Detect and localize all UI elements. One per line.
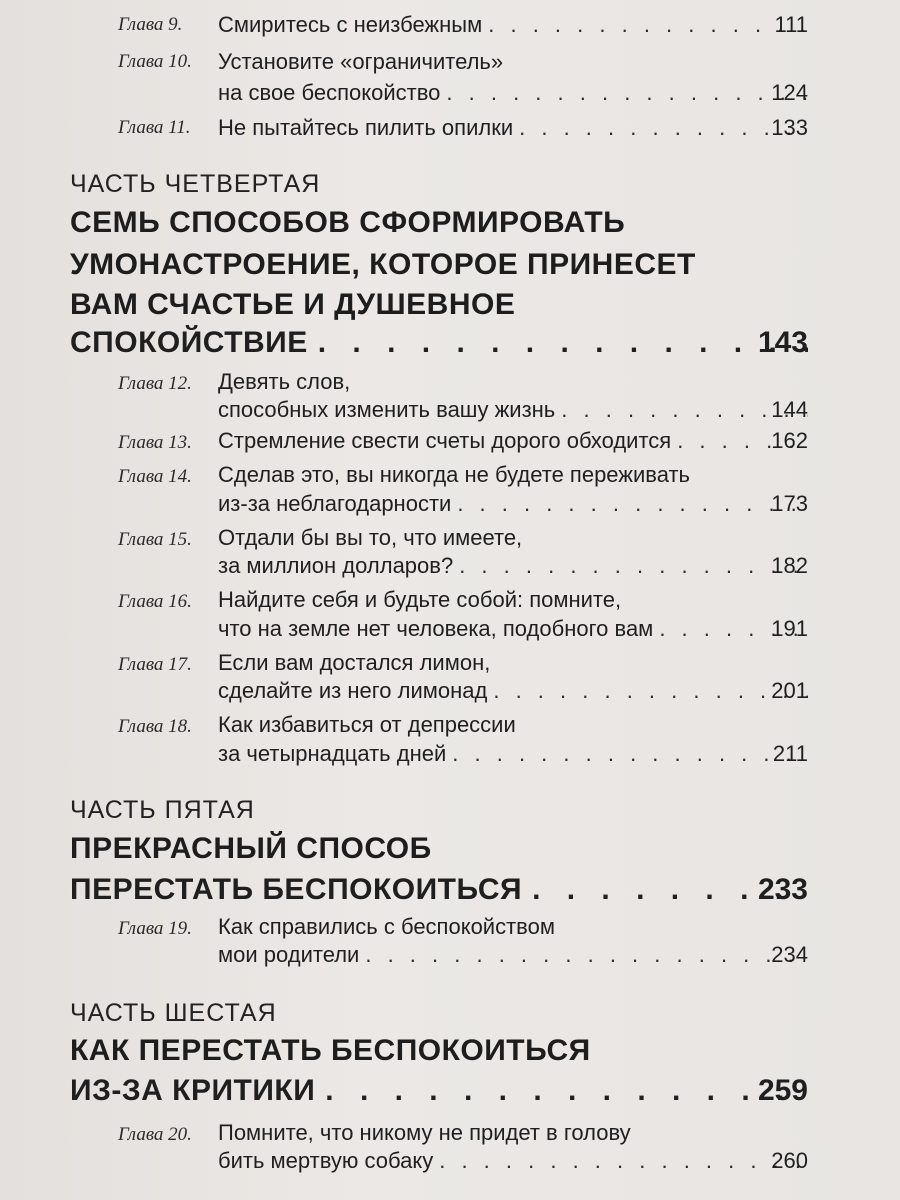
chapter-12-entry[interactable] <box>218 397 808 423</box>
chapter-14-entry[interactable] <box>218 491 808 517</box>
part-6-title-line-2: ИЗ-ЗА КРИТИКИ <box>70 1074 316 1107</box>
dot-leader <box>446 80 808 106</box>
part-4-label: ЧАСТЬ ЧЕТВЕРТАЯ <box>70 170 321 198</box>
chapter-13-title: Стремление свести счеты дорого обходится <box>218 428 672 453</box>
part-4-title-line-4: СПОКОЙСТВИЕ <box>70 326 308 359</box>
chapter-11-page: 133 <box>771 115 808 140</box>
chapter-19-label: Глава 19. <box>118 918 192 939</box>
part-5-label: ЧАСТЬ ПЯТАЯ <box>70 796 255 824</box>
dot-leader <box>439 1148 808 1174</box>
chapter-13-label: Глава 13. <box>118 432 192 453</box>
chapter-12-label: Глава 12. <box>118 373 192 394</box>
part-5-page: 233 <box>757 873 808 906</box>
part-6-label: ЧАСТЬ ШЕСТАЯ <box>70 999 277 1027</box>
dot-leader <box>519 115 808 141</box>
chapter-14-title-line-1: Сделав это, вы никогда не будете переживать <box>218 462 691 487</box>
chapter-15-page: 182 <box>771 553 808 578</box>
chapter-16-label: Глава 16. <box>118 591 192 612</box>
part-6-title-line-1: КАК ПЕРЕСТАТЬ БЕСПОКОИТЬСЯ <box>70 1034 591 1067</box>
chapter-12-page: 144 <box>771 397 808 422</box>
chapter-16-title-line-2: что на земле нет человека, подобного вам <box>218 616 654 641</box>
chapter-11-label: Глава 11. <box>118 117 191 138</box>
part-5-title-line-2: ПЕРЕСТАТЬ БЕСПОКОИТЬСЯ <box>70 873 523 906</box>
chapter-10-title-line-2: на свое беспокойство <box>218 80 441 105</box>
dot-leader <box>325 1074 808 1108</box>
chapter-10-title-line-1: Установите «ограничитель» <box>218 49 504 74</box>
chapter-16-entry[interactable] <box>218 616 808 642</box>
chapter-19-page: 234 <box>771 942 808 967</box>
chapter-11-title: Не пытайтесь пилить опилки <box>218 115 514 140</box>
dot-leader <box>452 741 808 767</box>
chapter-17-title-line-1: Если вам достался лимон, <box>218 650 491 675</box>
chapter-20-entry[interactable] <box>218 1148 808 1174</box>
chapter-12-title-line-2: способных изменить вашу жизнь <box>218 397 556 422</box>
dot-leader <box>457 491 808 517</box>
part-6-entry[interactable] <box>70 1074 808 1108</box>
dot-leader <box>488 12 808 38</box>
part-4-entry[interactable] <box>70 326 808 360</box>
chapter-20-label: Глава 20. <box>118 1124 192 1145</box>
part-5-title-line-1: ПРЕКРАСНЫЙ СПОСОБ <box>70 832 432 865</box>
chapter-15-label: Глава 15. <box>118 529 192 550</box>
chapter-11-entry[interactable] <box>218 115 808 141</box>
dot-leader <box>318 326 808 360</box>
chapter-10-label: Глава 10. <box>118 51 192 72</box>
part-5-entry[interactable] <box>70 873 808 907</box>
chapter-17-page: 201 <box>771 678 808 703</box>
chapter-19-title-line-2: мои родители <box>218 942 360 967</box>
chapter-15-entry[interactable] <box>218 553 808 579</box>
chapter-16-title-line-1: Найдите себя и будьте собой: помните, <box>218 587 622 612</box>
chapter-20-title-line-1: Помните, что никому не придет в голову <box>218 1120 631 1145</box>
chapter-10-entry[interactable] <box>218 80 808 106</box>
part-4-page: 143 <box>757 326 808 359</box>
dot-leader <box>459 553 808 579</box>
chapter-14-title-line-2: из-за неблагодарности <box>218 491 452 516</box>
chapter-9-page: 111 <box>774 12 808 37</box>
chapter-9-title: Смиритесь с неизбежным <box>218 12 483 37</box>
dot-leader <box>493 678 808 704</box>
chapter-18-title-line-2: за четырнадцать дней <box>218 741 447 766</box>
chapter-17-entry[interactable] <box>218 678 808 704</box>
chapter-20-page: 260 <box>771 1148 808 1173</box>
chapter-10-page: 124 <box>771 80 808 105</box>
chapter-20-title-line-2: бить мертвую собаку <box>218 1148 434 1173</box>
chapter-15-title-line-2: за миллион долларов? <box>218 553 454 578</box>
dot-leader <box>365 942 808 968</box>
chapter-14-page: 173 <box>771 491 808 516</box>
chapter-18-page: 211 <box>772 741 808 766</box>
chapter-12-title-line-1: Девять слов, <box>218 369 351 394</box>
part-6-page: 259 <box>757 1074 808 1107</box>
chapter-17-label: Глава 17. <box>118 654 192 675</box>
chapter-19-entry[interactable] <box>218 942 808 968</box>
chapter-15-title-line-1: Отдали бы вы то, что имеете, <box>218 525 523 550</box>
chapter-9-entry[interactable] <box>218 12 808 38</box>
chapter-17-title-line-2: сделайте из него лимонад <box>218 678 488 703</box>
chapter-16-page: 191 <box>771 616 808 641</box>
chapter-13-page: 162 <box>771 428 808 453</box>
chapter-18-label: Глава 18. <box>118 716 192 737</box>
part-4-title-line-1: СЕМЬ СПОСОБОВ СФОРМИРОВАТЬ <box>70 206 626 239</box>
part-4-title-line-2: УМОНАСТРОЕНИЕ, КОТОРОЕ ПРИНЕСЕТ <box>70 248 696 281</box>
chapter-19-title-line-1: Как справились с беспокойством <box>218 914 555 939</box>
chapter-9-label: Глава 9. <box>118 14 183 35</box>
chapter-14-label: Глава 14. <box>118 466 192 487</box>
chapter-18-entry[interactable] <box>218 741 808 767</box>
chapter-18-title-line-1: Как избавиться от депрессии <box>218 712 516 737</box>
part-4-title-line-3: ВАМ СЧАСТЬЕ И ДУШЕВНОЕ <box>70 288 516 321</box>
chapter-13-entry[interactable] <box>218 428 808 454</box>
